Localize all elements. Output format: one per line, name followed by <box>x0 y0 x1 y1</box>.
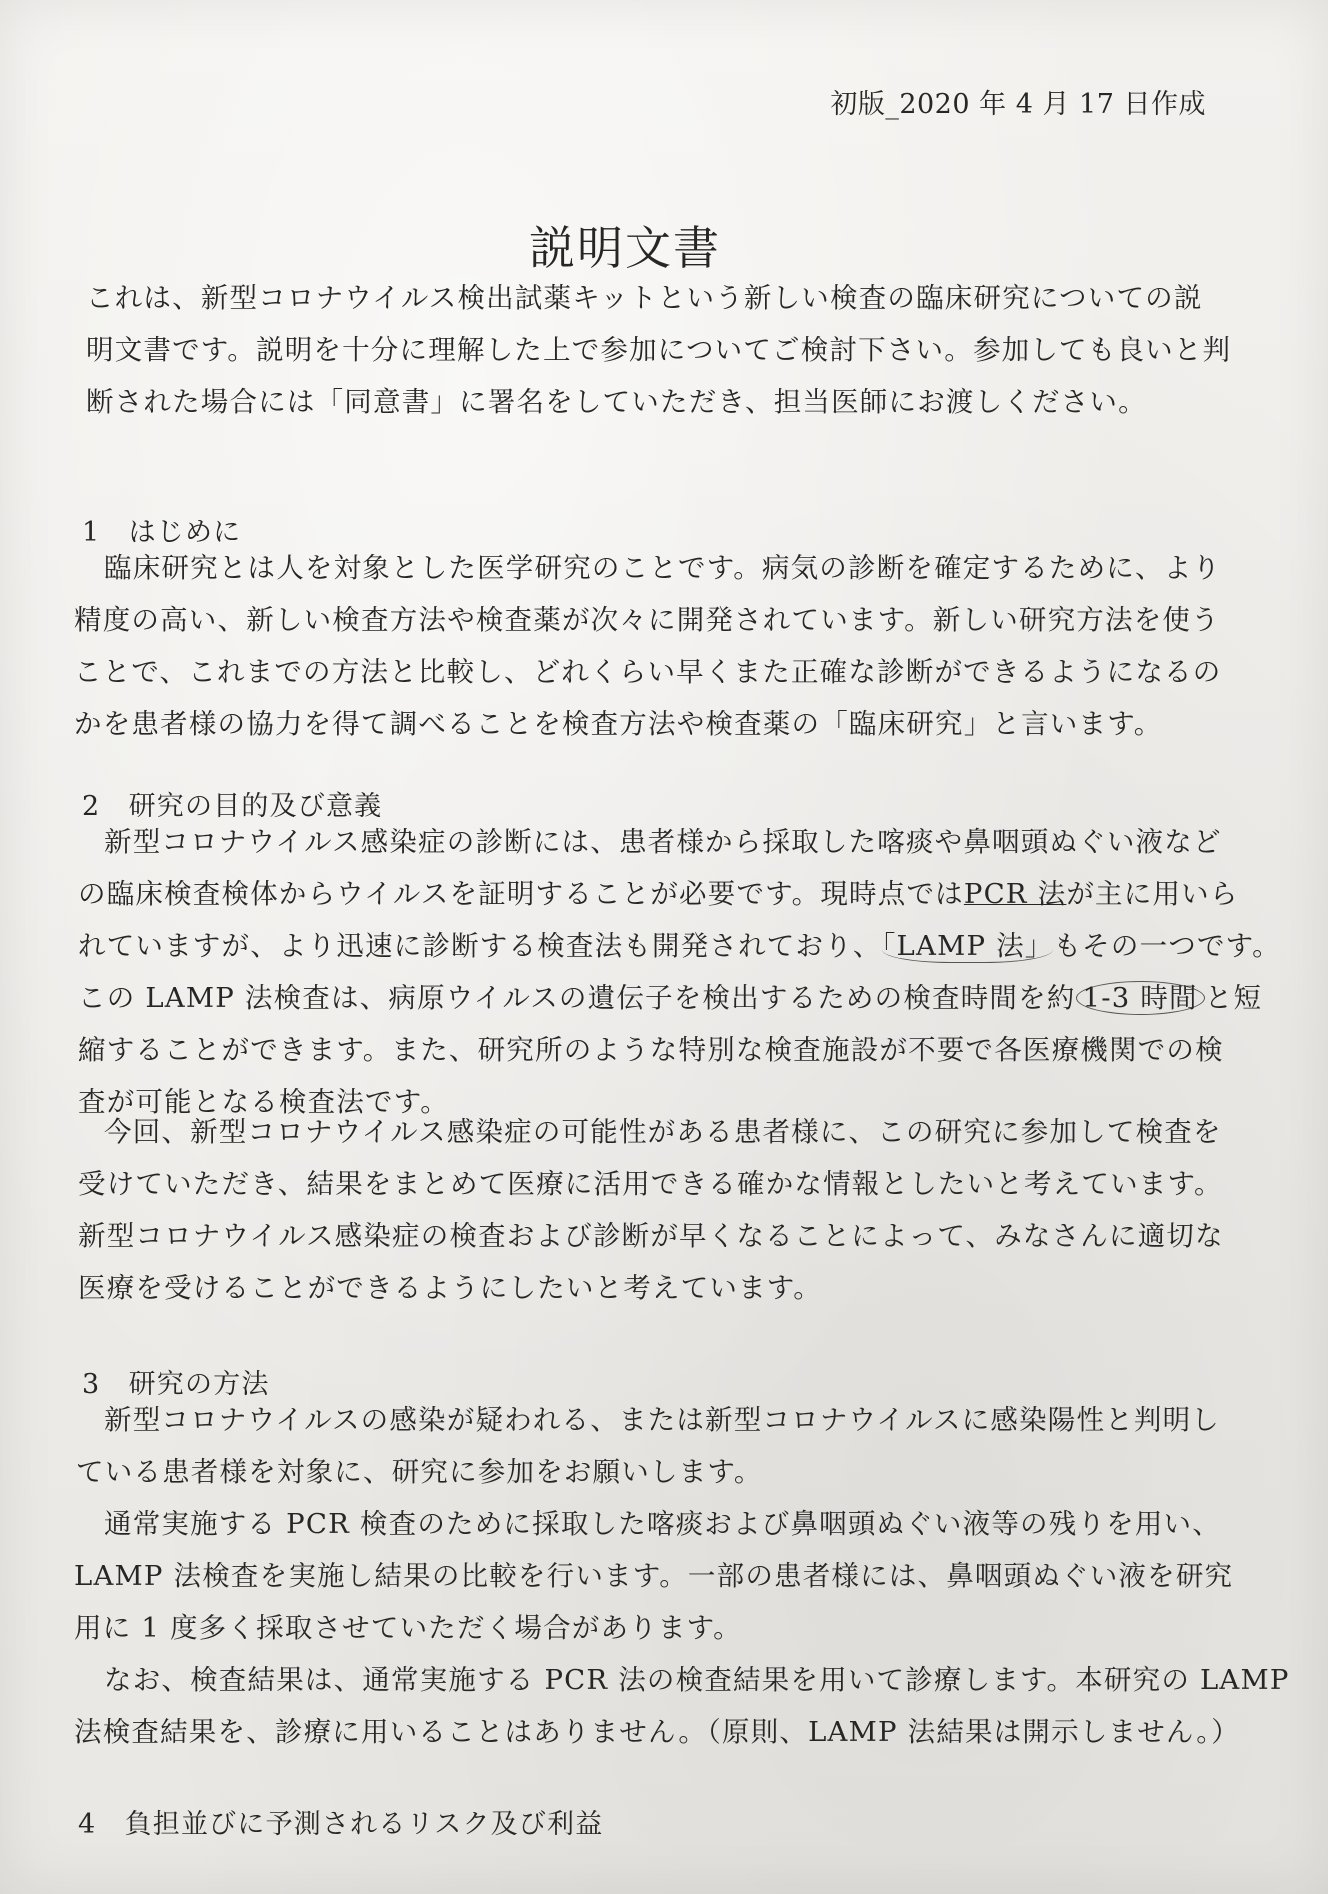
text-line: 新型コロナウイルス感染症の診断には、患者様から採取した喀痰や鼻咽頭ぬぐい液など <box>104 826 1222 858</box>
text-fragment: れていますが、より迅速に診断する検査法も開発されており、 <box>78 930 882 962</box>
text-fragment: が主に用いら <box>1066 878 1239 910</box>
section-2-paragraph-1 <box>78 816 1281 1128</box>
text-fragment: の臨床検査検体からウイルスを証明することが必要です。現時点では <box>78 878 964 910</box>
section-3-paragraph-3 <box>74 1654 1290 1758</box>
text-line <box>78 920 1281 972</box>
section-2-paragraph-2 <box>78 1106 1238 1314</box>
section-1-paragraph <box>74 542 1234 750</box>
text-line: 用に 1 度多く採取させていただく場合があります。 <box>74 1612 742 1644</box>
text-fragment: この LAMP 法検査は、病原ウイルスの遺伝子を検出するための検査時間を約 <box>78 982 1076 1014</box>
pcr-underlined-text: PCR 法 <box>963 878 1067 910</box>
text-fragment: もその一つです。 <box>1053 930 1281 962</box>
text-line: 受けていただき、結果をまとめて医療に活用できる確かな情報としたいと考えています。 <box>78 1168 1223 1200</box>
text-line <box>78 868 1238 920</box>
text-line: 臨床研究とは人を対象とした医学研究のことです。病気の診断を確定するために、より <box>104 552 1222 584</box>
document-date: 初版_2020 年 4 月 17 日作成 <box>830 89 1206 120</box>
text-line: ことで、これまでの方法と比較し、どれくらい早くまた正確な診断ができるようになるの <box>74 656 1222 688</box>
text-line: かを患者様の協力を得て調べることを検査方法や検査薬の「臨床研究」と言います。 <box>74 708 1163 740</box>
section-heading-3: 3 研究の方法 <box>82 1369 270 1400</box>
section-heading-4: 4 負担並びに予測されるリスク及び利益 <box>78 1809 604 1840</box>
text-line: 今回、新型コロナウイルス感染症の可能性がある患者様に、この研究に参加して検査を <box>104 1116 1222 1148</box>
text-line: なお、検査結果は、通常実施する PCR 法の検査結果を用いて診療します。本研究の LAMP <box>104 1664 1290 1696</box>
text-line <box>78 972 1263 1024</box>
intro-line: 明文書です。説明を十分に理解した上で参加についてご検討下さい。参加しても良いと判 <box>86 334 1232 366</box>
intro-paragraph <box>86 272 1246 428</box>
text-line: 精度の高い、新しい検査方法や検査薬が次々に開発されています。新しい研究方法を使う <box>74 604 1220 636</box>
text-line: 法検査結果を、診療に用いることはありません。（原則、LAMP 法結果は開示しません。） <box>74 1716 1240 1748</box>
text-line: 新型コロナウイルス感染症の検査および診断が早くなることによって、みなさんに適切な <box>78 1220 1224 1252</box>
section-3-paragraph-2 <box>74 1498 1234 1654</box>
section-3-paragraph-1 <box>76 1394 1236 1498</box>
text-line: 縮することができます。また、研究所のような特別な検査施設が不要で各医療機関での検 <box>78 1034 1224 1066</box>
time-circled-text: 1-3 時間 <box>1076 981 1205 1015</box>
intro-line: 断された場合には「同意書」に署名をしていただき、担当医師にお渡しください。 <box>86 386 1147 418</box>
lamp-marked-text: 「LAMP 法」 <box>881 930 1054 962</box>
document-title: 説明文書 <box>529 221 721 275</box>
section-heading-1: 1 はじめに <box>82 517 242 548</box>
text-line: 医療を受けることができるようにしたいと考えています。 <box>78 1272 822 1304</box>
intro-line: これは、新型コロナウイルス検出試薬キットという新しい検査の臨床研究についての説 <box>86 282 1203 314</box>
section-heading-2: 2 研究の目的及び意義 <box>82 791 383 822</box>
text-fragment: と短 <box>1204 982 1263 1014</box>
text-line: 査が可能となる検査法です。 <box>78 1086 449 1118</box>
text-line: LAMP 法検査を実施し結果の比較を行います。一部の患者様には、鼻咽頭ぬぐい液を研究 <box>74 1560 1234 1592</box>
text-line: ている患者様を対象に、研究に参加をお願いします。 <box>76 1456 763 1488</box>
text-line: 新型コロナウイルスの感染が疑われる、または新型コロナウイルスに感染陽性と判明し <box>104 1404 1220 1436</box>
text-line: 通常実施する PCR 検査のために採取した喀痰および鼻咽頭ぬぐい液等の残りを用い、 <box>104 1508 1221 1540</box>
